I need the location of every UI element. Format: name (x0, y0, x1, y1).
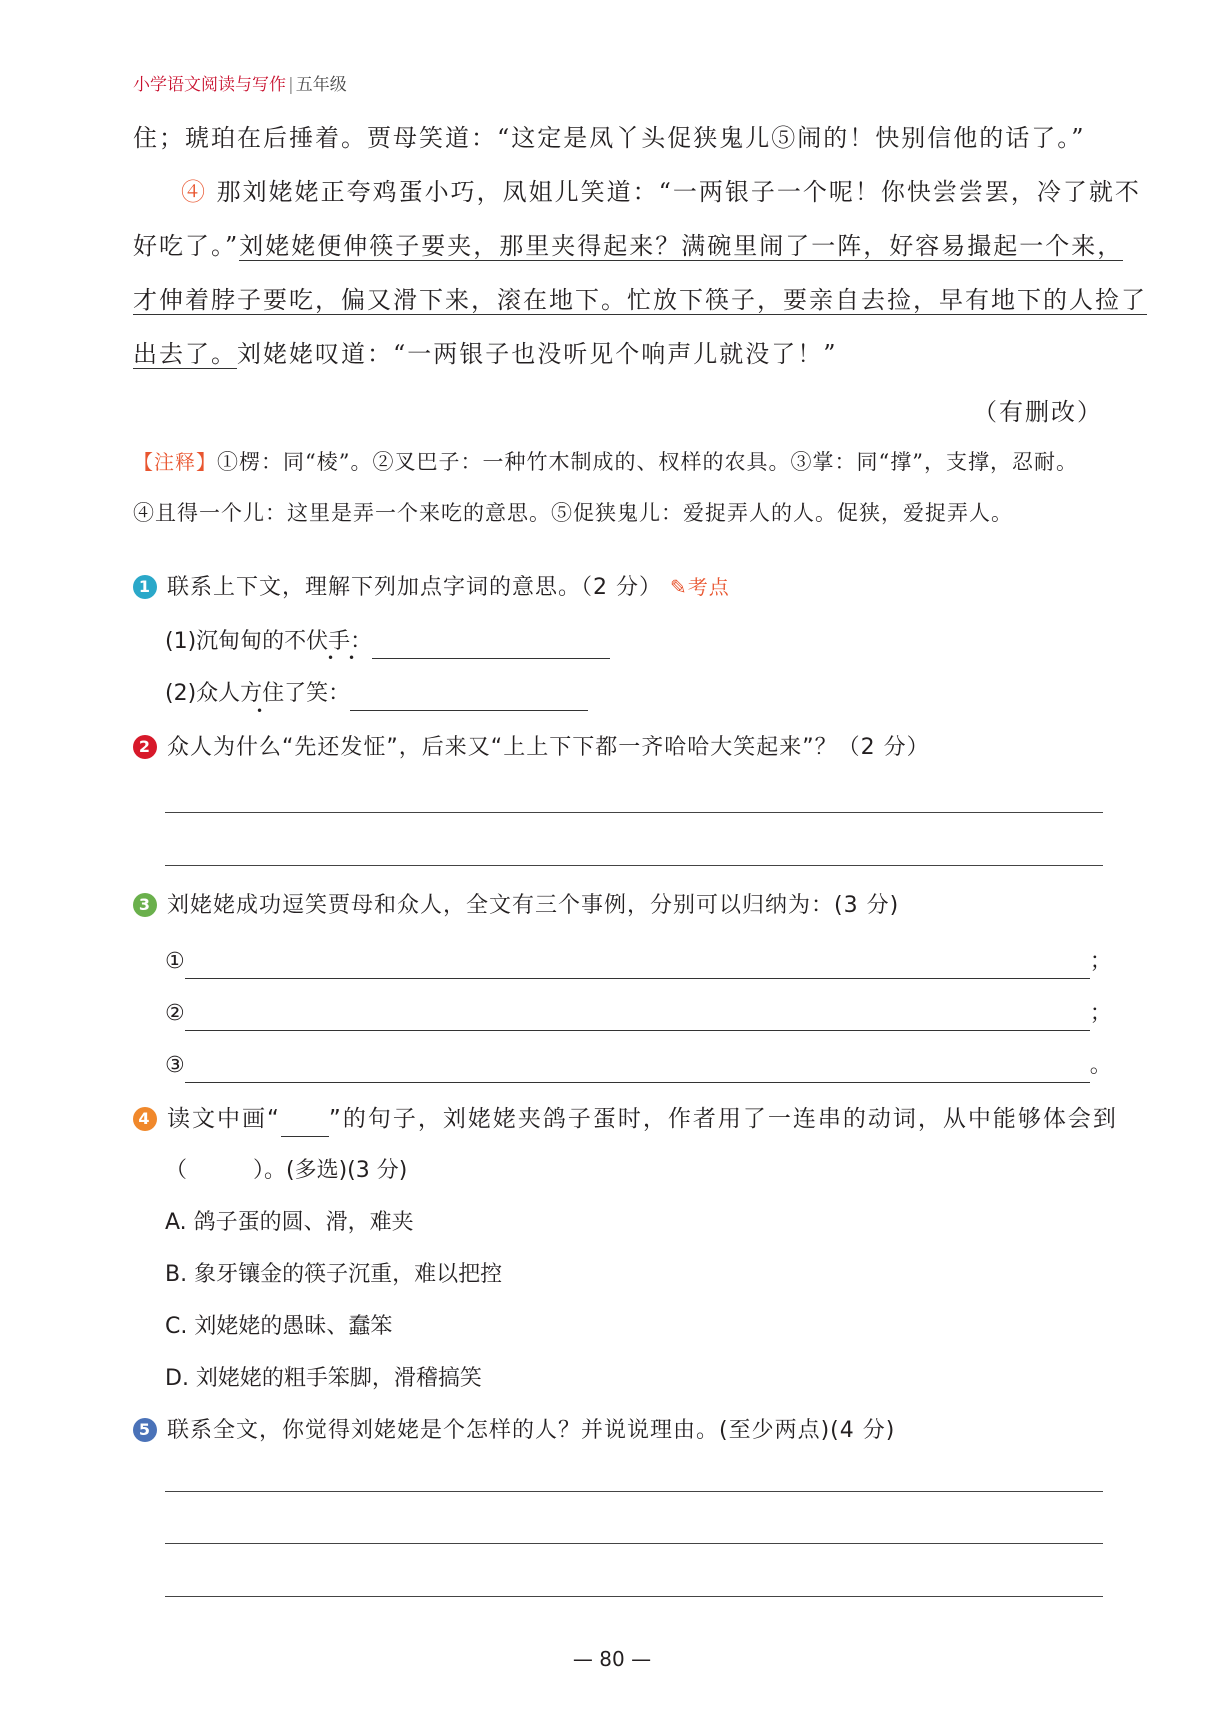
notes-line-1 (133, 446, 1078, 476)
para4-line-2-pre: 好吃了。” (133, 232, 240, 260)
underline-sample (281, 1110, 329, 1137)
para4-line-2 (133, 226, 1123, 261)
q3-item-2-blank[interactable] (185, 1005, 1090, 1031)
header-separator: | (288, 75, 294, 95)
q3-item-2-marker: ② (165, 1001, 185, 1026)
q3-item-2-end: ； (1089, 1001, 1112, 1026)
q1-sub-1-blank[interactable] (372, 633, 610, 659)
para4-line-1 (181, 172, 1141, 207)
q4-option-b[interactable]: B. 象牙镶金的筷子沉重，难以把控 (165, 1262, 503, 1287)
kaodian-tag: ✎考点 (670, 575, 730, 599)
page-number: — 80 — (572, 1647, 652, 1671)
q3-item-1 (165, 944, 1112, 979)
passage-line-1: 住；琥珀在后捶着。贾母笑道：“这定是凤丫头促狭鬼儿⑤闹的！快别信他的话了。” (133, 124, 1086, 152)
question-3 (133, 888, 899, 919)
question-2-text: 众人为什么“先还发怔”，后来又“上上下下都一齐哈哈大笑起来”？（2 分） (167, 735, 930, 760)
q4-answer-line[interactable]: （ ）。(多选)(3 分) (165, 1158, 408, 1183)
page-header (133, 70, 347, 95)
question-4-text-pre: 读文中画“ (167, 1106, 281, 1132)
answer-line[interactable] (165, 1543, 1103, 1544)
q3-item-3 (165, 1048, 1112, 1083)
para4-line-4-post: 刘姥姥叹道：“一两银子也没听见个响声儿就没了！” (237, 340, 838, 368)
question-number-3: 3 (133, 893, 157, 917)
question-5-text: 联系全文，你觉得刘姥姥是个怎样的人？并说说理由。(至少两点)(4 分) (167, 1418, 896, 1443)
grade-label: 五年级 (295, 75, 347, 95)
question-4-text-post: ”的句子，刘姥姥夹鸽子蛋时，作者用了一连串的动词，从中能够体会到 (328, 1106, 1118, 1132)
q3-item-3-marker: ③ (165, 1053, 185, 1078)
book-title: 小学语文阅读与写作 (133, 75, 286, 95)
q3-item-2 (165, 996, 1112, 1031)
answer-line[interactable] (165, 1491, 1103, 1492)
q3-item-1-blank[interactable] (185, 953, 1090, 979)
question-1-text: 联系上下文，理解下列加点字词的意思。（2 分） (167, 575, 662, 600)
q4-option-d[interactable]: D. 刘姥姥的粗手笨脚，滑稽搞笑 (165, 1366, 482, 1391)
q3-item-1-end: ； (1089, 949, 1112, 974)
answer-line[interactable] (165, 865, 1103, 866)
answer-line[interactable] (165, 812, 1103, 813)
question-number-2: 2 (133, 735, 157, 759)
q1-sub-2-text: (2)众人方住了笑： (165, 681, 351, 706)
emphasis-dot: • (348, 651, 356, 665)
para4-marker: ④ (181, 178, 207, 206)
q3-item-3-blank[interactable] (185, 1057, 1090, 1083)
q1-sub-1-text: (1)沉甸甸的不伏手： (165, 629, 373, 654)
q1-sub-1 (165, 624, 610, 659)
source-note: （有删改） (973, 398, 1103, 426)
question-4 (133, 1100, 1118, 1137)
q4-option-a[interactable]: A. 鸽子蛋的圆、滑，难夹 (165, 1210, 414, 1235)
q3-item-1-marker: ① (165, 949, 185, 974)
para4-line-3 (133, 280, 1147, 315)
para4-underlined-3: 出去了。 (133, 340, 237, 368)
kaodian-label: 考点 (687, 575, 730, 599)
para4-underlined-2: 才伸着脖子要吃，偏又滑下来，滚在地下。忙放下筷子，要亲自去捡，早有地下的人捡了 (133, 286, 1147, 314)
para4-underlined-1: 刘姥姥便伸筷子要夹，那里夹得起来？满碗里闹了一阵，好容易撮起一个来， (239, 232, 1124, 260)
question-number-1: 1 (133, 575, 157, 599)
question-1 (133, 570, 730, 601)
para4-line-4 (133, 334, 838, 369)
emphasis-dot: • (256, 704, 264, 718)
answer-line[interactable] (165, 1596, 1103, 1597)
question-number-5: 5 (133, 1418, 157, 1442)
q4-option-c[interactable]: C. 刘姥姥的愚昧、蠢笨 (165, 1314, 393, 1339)
emphasis-dot: • (327, 651, 335, 665)
q1-sub-2 (165, 676, 588, 711)
notes-line-2: ④且得一个儿：这里是弄一个来吃的意思。⑤促狭鬼儿：爱捉弄人的人。促狭，爱捉弄人。 (133, 501, 1013, 525)
notes-tag: 【注释】 (133, 450, 217, 474)
question-number-4: 4 (133, 1107, 157, 1131)
q1-sub-2-blank[interactable] (350, 685, 588, 711)
notes-line-1-text: ①楞：同“棱”。②叉巴子：一种竹木制成的、杈样的农具。③掌：同“撑”，支撑，忍耐。 (217, 450, 1078, 474)
question-2 (133, 730, 930, 761)
q3-item-3-end: 。 (1089, 1053, 1112, 1078)
para4-line-1-text: 那刘姥姥正夸鸡蛋小巧，凤姐儿笑道：“一两银子一个呢！你快尝尝罢，冷了就不 (216, 178, 1141, 206)
question-5 (133, 1413, 895, 1444)
question-3-text: 刘姥姥成功逗笑贾母和众人，全文有三个事例，分别可以归纳为：(3 分) (167, 893, 900, 918)
